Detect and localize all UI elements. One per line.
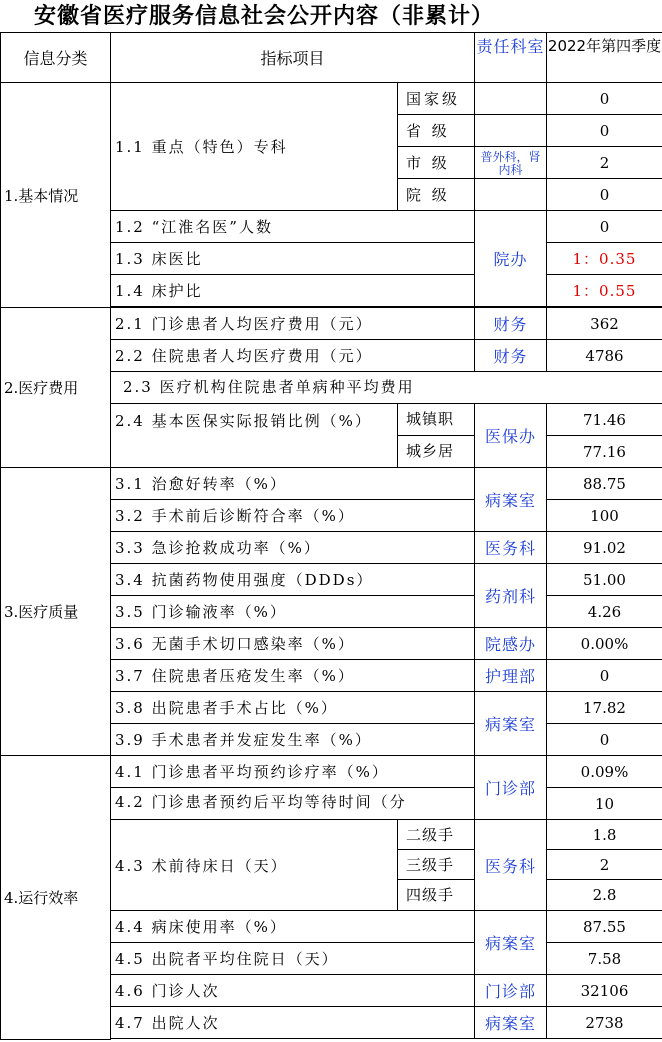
insurance-rural: 城乡居 (398, 436, 475, 468)
level-provincial: 省 级 (398, 115, 475, 147)
dept-yuanban: 院办 (475, 211, 547, 307)
indicator-1-1: 1.1 重点（特色）专科 (111, 83, 398, 211)
value-level-4: 2.8 (547, 880, 662, 911)
indicator-3-7: 3.7 住院患者压疮发生率（%） (111, 660, 475, 692)
surgery-level-4: 四级手 (398, 880, 475, 911)
indicator-4-2: 4.2 门诊患者预约后平均等待时间（分 (111, 788, 475, 820)
value-3-9: 0 (547, 724, 662, 756)
category-quality: 3.医疗质量 (1, 468, 111, 756)
indicator-4-7: 4.7 出院人次 (111, 1007, 475, 1039)
value-national: 0 (547, 83, 662, 115)
value-level-2: 1.8 (547, 820, 662, 850)
indicator-2-4: 2.4 基本医保实际报销比例（%） (111, 404, 398, 468)
dept-outpatient-1: 门诊部 (475, 756, 547, 820)
value-2-2: 4786 (547, 340, 662, 372)
insurance-urban: 城镇职 (398, 404, 475, 436)
value-3-3: 91.02 (547, 532, 662, 564)
page-title: 安徽省医疗服务信息社会公开内容（非累计） (34, 3, 495, 29)
value-3-1: 88.75 (547, 468, 662, 500)
indicator-3-9: 3.9 手术患者并发症发生率（%） (111, 724, 475, 756)
indicator-2-2: 2.2 住院患者人均医疗费用（元） (111, 340, 475, 372)
value-4-1: 0.09% (547, 756, 662, 788)
value-level-3: 2 (547, 850, 662, 880)
indicator-2-1: 2.1 门诊患者人均医疗费用（元） (111, 308, 475, 340)
indicator-3-2: 3.2 手术前后诊断符合率（%） (111, 500, 475, 532)
indicator-2-3: 2.3 医疗机构住院患者单病种平均费用 (111, 372, 662, 404)
value-3-5: 4.26 (547, 596, 662, 628)
value-4-6: 32106 (547, 975, 662, 1007)
value-4-5: 7.58 (547, 943, 662, 975)
indicator-4-5: 4.5 出院者平均住院日（天） (111, 943, 475, 975)
value-3-2: 100 (547, 500, 662, 532)
dept-infection: 院感办 (475, 628, 547, 660)
surgery-level-2: 二级手 (398, 820, 475, 850)
category-efficiency: 4.运行效率 (1, 756, 111, 1040)
category-cost: 2.医疗费用 (1, 308, 111, 468)
indicator-3-3: 3.3 急诊抢救成功率（%） (111, 532, 475, 564)
indicator-3-8: 3.8 出院患者手术占比（%） (111, 692, 475, 724)
dept-outpatient-2: 门诊部 (475, 975, 547, 1007)
dept-medical-2: 医务科 (475, 820, 547, 911)
surgery-level-3: 三级手 (398, 850, 475, 880)
value-4-7: 2738 (547, 1007, 662, 1039)
dept-medical-1: 医务科 (475, 532, 547, 564)
value-3-4: 51.00 (547, 564, 662, 596)
dept-empty (475, 115, 547, 147)
dept-city: 普外科，肾内科 (475, 147, 547, 179)
indicator-4-6: 4.6 门诊人次 (111, 975, 475, 1007)
level-city: 市 级 (398, 147, 475, 179)
value-hospital: 0 (547, 179, 662, 211)
category-basic: 1.基本情况 (1, 83, 111, 308)
dept-insurance: 医保办 (475, 404, 547, 468)
level-national: 国家级 (398, 83, 475, 115)
indicator-4-4: 4.4 病床使用率（%） (111, 911, 475, 943)
dept-finance-1: 财务 (475, 308, 547, 340)
value-3-8: 17.82 (547, 692, 662, 724)
dept-records-4: 病案室 (475, 1007, 547, 1039)
value-1-4: 1：0.55 (547, 275, 662, 307)
dept-records-3: 病案室 (475, 911, 547, 975)
value-3-6: 0.00% (547, 628, 662, 660)
dept-empty (475, 179, 547, 211)
value-city: 2 (547, 147, 662, 179)
dept-pharmacy: 药剂科 (475, 564, 547, 628)
value-4-2: 10 (547, 788, 662, 820)
indicator-1-3: 1.3 床医比 (111, 243, 475, 275)
value-1-3: 1：0.35 (547, 243, 662, 275)
value-3-7: 0 (547, 660, 662, 692)
indicator-3-5: 3.5 门诊输液率（%） (111, 596, 475, 628)
header-category: 信息分类 (1, 33, 111, 83)
header-period: 2022年第四季度 (547, 33, 662, 83)
level-hospital: 院 级 (398, 179, 475, 211)
dept-empty (475, 83, 547, 115)
header-indicator: 指标项目 (111, 33, 475, 83)
info-table (0, 32, 662, 1040)
value-provincial: 0 (547, 115, 662, 147)
indicator-3-1: 3.1 治愈好转率（%） (111, 468, 475, 500)
value-4-4: 87.55 (547, 911, 662, 943)
header-dept: 责任科室 (475, 33, 547, 83)
dept-nursing: 护理部 (475, 660, 547, 692)
indicator-4-3: 4.3 术前待床日（天） (111, 820, 398, 911)
indicator-1-4: 1.4 床护比 (111, 275, 475, 307)
value-urban: 71.46 (547, 404, 662, 436)
value-rural: 77.16 (547, 436, 662, 468)
indicator-3-4: 3.4 抗菌药物使用强度（DDDs） (111, 564, 475, 596)
indicator-1-2: 1.2 “江淮名医”人数 (111, 211, 475, 243)
indicator-4-1: 4.1 门诊患者平均预约诊疗率（%） (111, 756, 475, 788)
dept-finance-2: 财务 (475, 340, 547, 372)
value-2-1: 362 (547, 308, 662, 340)
dept-records-2: 病案室 (475, 692, 547, 756)
value-1-2: 0 (547, 211, 662, 243)
indicator-3-6: 3.6 无菌手术切口感染率（%） (111, 628, 475, 660)
dept-records-1: 病案室 (475, 468, 547, 532)
